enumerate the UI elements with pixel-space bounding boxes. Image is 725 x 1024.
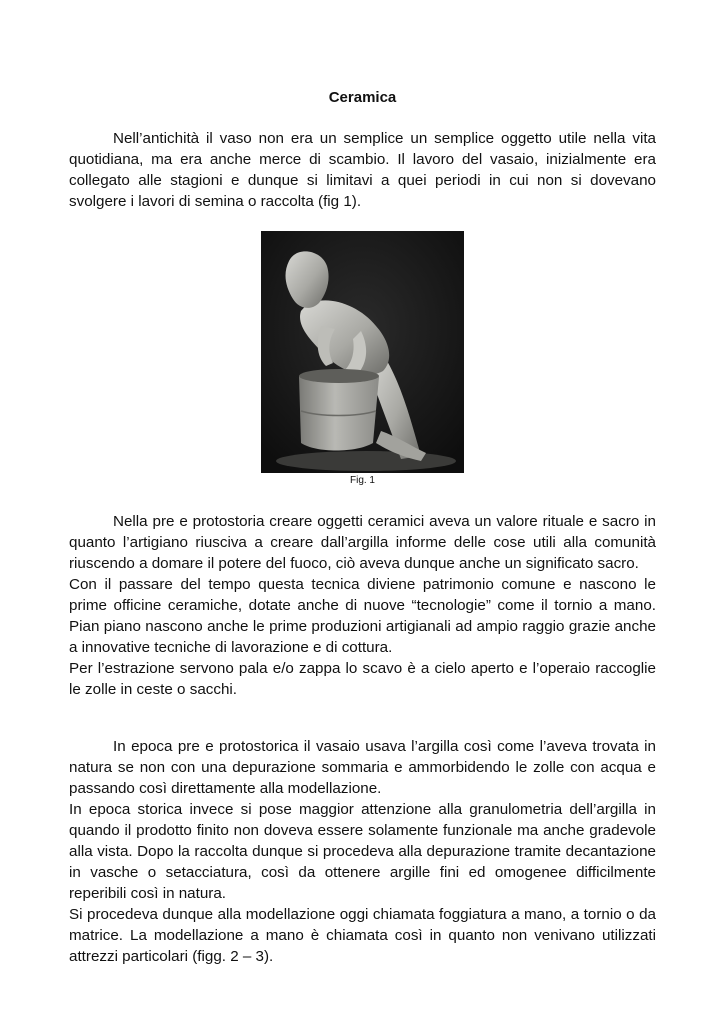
paragraph: Nella pre e protostoria creare oggetti ceramici aveva un valore rituale e sacro in quanto l’artigiano riusciva a creare dall’argilla informe delle cose utili alla comunità riuscendo a domare il potere del fuoco, ciò aveva dunque anche un significato sacro. [69,513,656,572]
figure-potter-statuette [261,231,464,473]
section-protohistory [69,511,656,700]
paragraph: Per l’estrazione servono pala e/o zappa lo scavo è a cielo aperto e l’operaio raccoglie le zolle in ceste o sacchi. [69,660,656,698]
paragraph: Si procedeva dunque alla modellazione oggi chiamata foggiatura a mano, a tornio o da matrice. La modellazione a mano è chiamata così in quanto non venivano utilizzati attrezzi particolari (figg. 2 – 3). [69,906,656,965]
section-intro [69,128,656,212]
section-clay-preparation [69,736,656,967]
paragraph: Con il passare del tempo questa tecnica diviene patrimonio comune e nascono le prime officine ceramiche, dotate anche di nuove “tecnologie” come il tornio a mano. Pian piano nascono anche le prime produzioni artigianali ad ampio raggio grazie anche a innovative tecniche di lavorazione e di cottura. [69,576,656,656]
paragraph: In epoca storica invece si pose maggior attenzione alla granulometria dell’argilla in quando il prodotto finito non doveva essere solamente funzionale ma anche gradevole alla vista. Dopo la raccolta dunque si procedeva alla depurazione tramite decantazione in vasche o setacciatura, così da ottenere argille fini ed omogenee difficilmente reperibili così in natura. [69,801,656,902]
figure-caption: Fig. 1 [349,475,375,486]
paragraph: Nell’antichità il vaso non era un semplice un semplice oggetto utile nella vita quotidiana, ma era anche merce di scambio. Il lavoro del vasaio, inizialmente era collegato alle stagioni e dunque si limitavi a quei periodi in cui non si dovevano svolgere i lavori di semina o raccolta (fig 1). [69,130,656,210]
paragraph: In epoca pre e protostorica il vasaio usava l’argilla così come l’aveva trovata in natura se non con una depurazione sommaria e ammorbidendo le zolle con acqua e passando così direttamente alla modellazione. [69,738,656,797]
potter-figurine-photo [261,231,464,473]
page-title: Ceramica [328,89,397,106]
